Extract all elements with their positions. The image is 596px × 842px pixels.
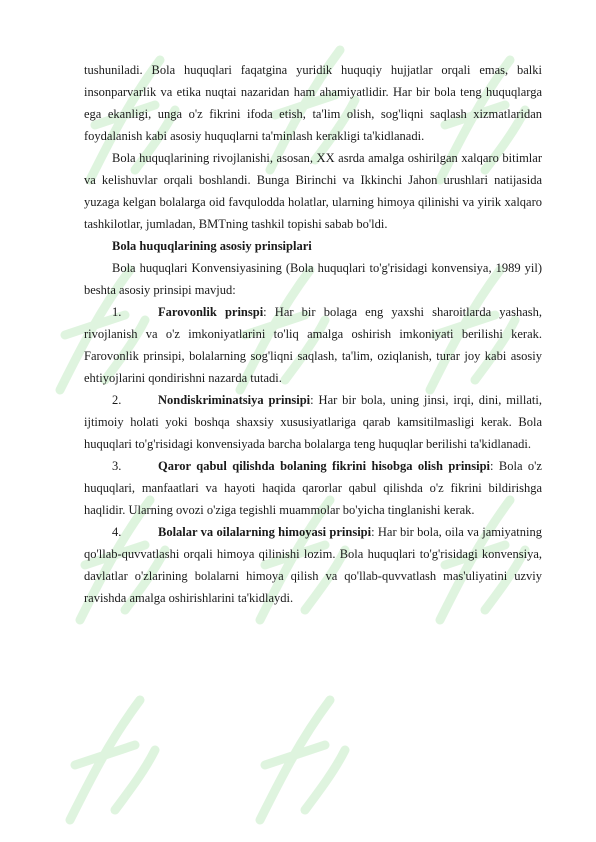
list-item-number: 2. <box>112 393 122 407</box>
list-item <box>84 521 542 609</box>
list-item-term: Nondiskriminatsiya prinsipi <box>158 393 311 407</box>
list-item-number: 4. <box>112 525 122 539</box>
list-item-term: Qaror qabul qilishda bolaning fikrini hisobga olish prinsipi <box>158 459 491 473</box>
watermark-stroke <box>70 700 155 820</box>
list-item-term: Bolalar va oilalarning himoyasi prinsipi <box>158 525 372 539</box>
list-item-text: : Har bir bolaga eng yaxshi sharoitlarda yashash, rivojlanish va o'z imkoniyatlarini to'liq amalga oshirish imkoniyati berilishi kerak. Farovonlik prinsipi, bolalarning sog'liqni saqlash, ta'lim, oziqlanish, turar joy kabi asosiy ehtiyojlarini qondirishni nazarda tutadi. <box>84 305 542 385</box>
section-heading: Bola huquqlarining asosiy prinsiplari <box>112 239 312 253</box>
list-item <box>84 455 542 521</box>
list-item-number: 3. <box>112 459 122 473</box>
watermark-stroke <box>260 700 345 820</box>
list-item-term: Farovonlik prinspi <box>158 305 264 319</box>
list-item <box>84 301 542 389</box>
paragraph-history: Bola huquqlarining rivojlanishi, asosan, XX asrda amalga oshirilgan xalqaro bitimlar va kelishuvlar orqali boshlandi. Bunga Birinchi va Ikkinchi Jahon urushlari natijasida yuzaga kelgan bolalarga oid favqulodda holatlar, ularning himoya qilinishi va yirik xalqaro tashkilotlar, jumladan, BMTning tashkil topishi sabab bo'ldi. <box>84 151 542 231</box>
document-page <box>84 59 542 609</box>
list-item-text: : Bola o'z huquqlari, manfaatlari va hayoti haqida qarorlar qabul qilishda o'z fikrini bildirishga haqlidir. Ularning ovozi o'ziga tegishli muammolar bo'yicha tinglanishi kerak. <box>84 459 542 517</box>
list-item-text: : Har bir bola, oila va jamiyatning qo'llab-quvvatlashi orqali himoya qilinishi lozim. Bola huquqlari to'g'risidagi konvensiya, davlatlar o'zlarining bolalarni himoya qilish va qo'llab-quvvatlash mas'uliyatini uzviy ravishda amalga oshirishlarini ta'kidlaydi. <box>84 525 543 605</box>
list-item <box>84 389 542 455</box>
list-item-text: : Har bir bola, uning jinsi, irqi, dini, millati, ijtimoiy holati yoki boshqa shaxsiy xususiyatlariga qarab kamsitilmasligi kerak. Bola huquqlari to'g'risidagi konvensiyada barcha bolalarga teng huquqlar berilishi ta'kidlanadi. <box>84 393 542 451</box>
paragraph-intro: Bola huquqlari Konvensiyasining (Bola huquqlari to'g'risidagi konvensiya, 1989 yil) beshta asosiy prinsipi mavjud: <box>84 261 542 297</box>
list-item-number: 1. <box>112 305 122 319</box>
paragraph-continuation: tushuniladi. Bola huquqlari faqatgina yuridik huquqiy hujjatlar orqali emas, balki insonparvarlik va etika nuqtai nazaridan ham ahamiyatlidir. Har bir bola teng huquqlarga ega ekanligi, unga o'z fikrini ifoda etish, ta'lim olish, sog'liqni saqlash xizmatlaridan foydalanish kabi asosiy huquqlarni ta'minlash kerakligi ta'kidlanadi. <box>84 63 542 143</box>
